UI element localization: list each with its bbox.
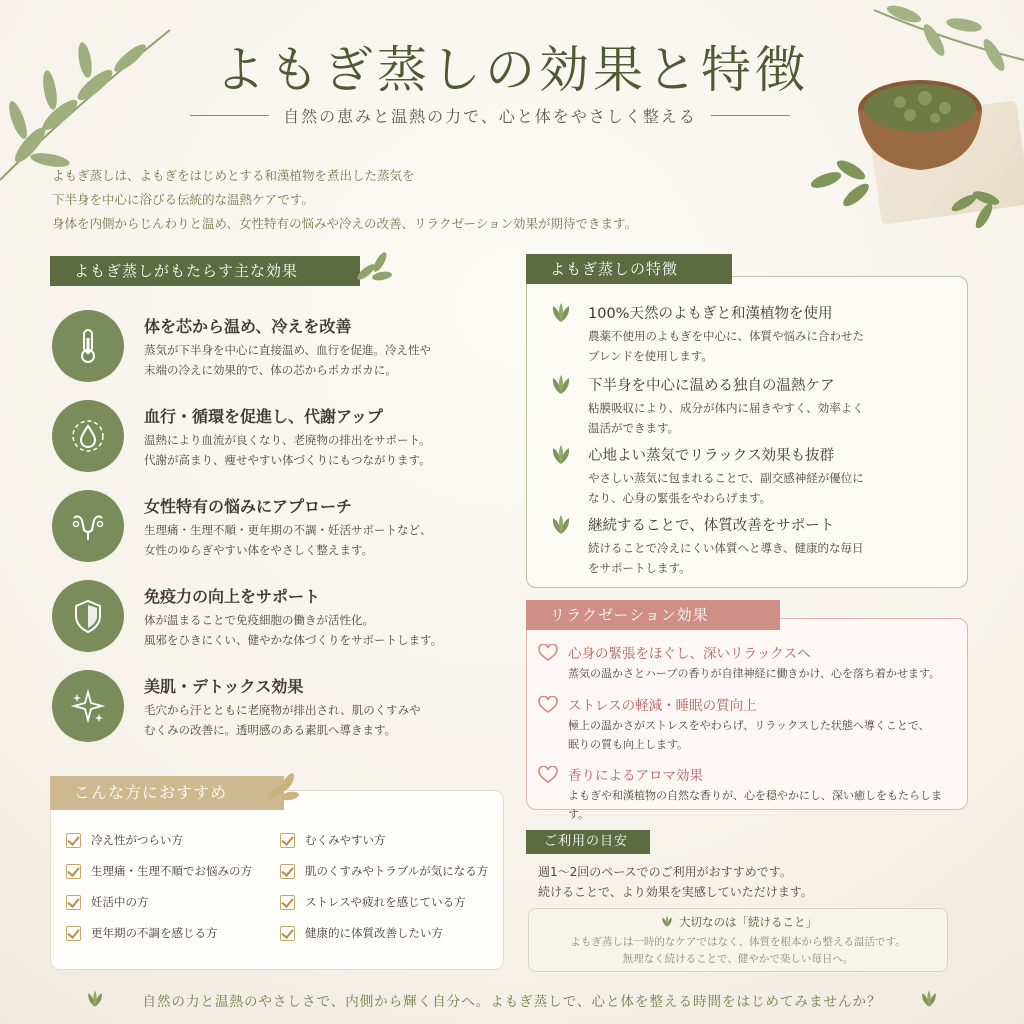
tip-line: 無理なく続けることで、健やかで楽しい毎日へ。 [622,953,854,965]
usage-heading [526,830,650,854]
effect-title: 血行・循環を促進し、代謝アップ [144,407,383,426]
recommend-label: 生理痛・生理不順でお悩みの方 [91,864,252,878]
effect-item [52,310,492,390]
page-title: よもぎ蒸しの効果と特徴 [215,41,809,99]
effect-title: 免疫力の向上をサポート [144,587,321,606]
desc-line: ブレンドを使用します。 [588,349,713,363]
desc-line: をサポートします。 [588,561,691,575]
effect-icon-circle [52,670,124,742]
features-heading-label: よもぎ蒸しの特徴 [550,260,679,278]
check-icon [280,926,295,941]
leaf-icon [548,302,574,324]
recommend-label: 妊活中の方 [91,895,149,909]
desc-line: なり、心身の緊張をやわらげます。 [588,491,772,505]
check-icon [280,833,295,848]
intro-text [52,164,812,236]
feature-desc [588,538,928,578]
desc-line: 温熱により血流が良くなり、老廃物の排出をサポート。 [144,433,431,447]
desc-line: 毛穴から汗とともに老廃物が排出され、肌のくすみや [144,703,421,717]
check-icon [280,895,295,910]
effect-icon-circle [52,400,124,472]
water-drop-icon [68,416,108,456]
effects-heading [50,256,360,286]
desc-line: 女性のゆらぎやすい体をやさしく整えます。 [144,543,374,557]
recommend-label: 冷え性がつらい方 [91,833,183,847]
effect-desc [144,430,504,470]
intro-line: 身体を内側からじんわりと温め、女性特有の悩みや冷えの改善、リラクゼーション効果が期待できます。 [52,216,638,231]
check-icon [66,926,81,941]
effect-item [52,400,492,480]
relax-desc [568,716,963,754]
feature-desc [588,326,928,366]
recommend-item [66,894,149,910]
divider [190,115,269,116]
feature-title: 100%天然のよもぎと和漢植物を使用 [588,306,833,322]
relax-desc [568,786,963,824]
relax-title: ストレスの軽減・睡眠の質向上 [568,698,757,714]
desc-line: 粘膜吸収により、成分が体内に届きやすく、効率よく [588,401,864,415]
relax-heading-label: リラクゼーション効果 [550,606,709,624]
desc-line: 蒸気の温かさとハーブの香りが自律神経に働きかけ、心を落ち着かせます。 [568,667,941,680]
heart-icon [538,766,558,784]
footer-message: 自然の力と温熱のやさしさで、内側から輝く自分へ。よもぎ蒸しで、心と体を整える時間をはじめてみませんか？ [142,994,882,1010]
leaf-sprig-icon [806,150,886,210]
heart-icon [538,644,558,662]
divider [711,115,790,116]
tip-title [528,914,948,930]
effect-item [52,670,492,750]
leaf-icon [659,915,675,928]
check-icon [66,895,81,910]
usage-line: 週1〜2回のペースでのご利用がおすすめです。 [538,865,792,879]
intro-line: 下半身を中心に浴びる伝統的な温熱ケアです。 [52,192,314,207]
desc-line: 農薬不使用のよもぎを中心に、体質や悩みに合わせた [588,329,864,343]
desc-line: 体が温まることで免疫細胞の働きが活性化。 [144,613,374,627]
intro-line: よもぎ蒸しは、よもぎをはじめとする和漢植物を煮出した蒸気を [52,168,415,183]
tip-body [528,934,948,968]
leaf-icon [918,988,940,1010]
leaf-sprig-icon [262,770,302,806]
recommend-label: 健康的に体質改善したい方 [305,926,443,940]
effect-desc [144,610,504,650]
recommend-item [280,832,386,848]
effects-heading-label: よもぎ蒸しがもたらす主な効果 [74,262,299,280]
recommend-item [280,894,466,910]
usage-heading-label: ご利用の目安 [544,834,629,849]
desc-line: 風邪をひきにくい、健やかな体づくりをサポートします。 [144,633,443,647]
desc-line: よもぎや和漢植物の自然な香りが、心を穏やかにし、深い癒しをもたらします。 [568,789,942,821]
tip-title-label: 大切なのは「続けること」 [679,915,817,929]
recommend-label: 更年期の不調を感じる方 [91,926,218,940]
leaf-icon [548,514,574,536]
uterus-icon [68,506,108,546]
effect-item [52,490,492,570]
feature-title: 下半身を中心に温める独自の温熱ケア [588,378,835,394]
desc-line: 眠りの質も向上します。 [568,738,689,751]
feature-title: 心地よい蒸気でリラックス効果も抜群 [588,448,835,464]
recommend-item [66,925,218,941]
recommend-item [66,863,252,879]
desc-line: やさしい蒸気に包まれることで、副交感神経が優位に [588,471,864,485]
effect-desc [144,700,504,740]
effect-desc [144,340,504,380]
desc-line: 極上の温かさがストレスをやわらげ、リラックスした状態へ導くことで、 [568,719,930,732]
thermometer-icon [68,326,108,366]
recommend-heading-label: こんな方におすすめ [74,783,228,802]
check-icon [66,833,81,848]
subtitle-row [190,104,790,127]
feature-desc [588,468,928,508]
effect-icon-circle [52,580,124,652]
heart-icon [538,696,558,714]
effect-title: 美肌・デトックス効果 [144,677,304,696]
effect-title: 体を芯から温め、冷えを改善 [144,317,352,336]
usage-text [538,862,813,902]
recommend-heading [50,776,284,810]
recommend-item [66,832,183,848]
recommend-item [280,925,443,941]
effect-icon-circle [52,490,124,562]
check-icon [280,864,295,879]
leaf-sprig-icon [944,178,1014,228]
leaf-icon [548,374,574,396]
recommend-label: むくみやすい方 [305,833,386,847]
leaf-sprig-icon [352,250,396,286]
sparkle-icon [68,686,108,726]
desc-line: 蒸気が下半身を中心に直接温め、血行を促進。冷え性や [144,343,432,357]
effect-icon-circle [52,310,124,382]
desc-line: 温活ができます。 [588,421,680,435]
recommend-label: 肌のくすみやトラブルが気になる方 [305,864,489,878]
recommend-item [280,863,488,879]
usage-line: 続けることで、より効果を実感していただけます。 [538,885,813,899]
desc-line: 代謝が高まり、痩せやすい体づくりにもつながります。 [144,453,431,467]
relax-desc [568,664,963,683]
effect-item [52,580,492,660]
page-subtitle: 自然の恵みと温熱の力で、心と体をやさしく整える [283,107,697,126]
recommend-box [50,790,504,970]
shield-icon [68,596,108,636]
leaf-icon [548,444,574,466]
check-icon [66,864,81,879]
tip-line: よもぎ蒸しは一時的なケアではなく、体質を根本から整える温活です。 [570,936,906,948]
desc-line: 生理痛・生理不順・更年期の不調・妊活サポートなど、 [144,523,432,537]
relax-title: 心身の緊張をほぐし、深いリラックスへ [568,646,811,662]
relax-title: 香りによるアロマ効果 [568,768,703,784]
relax-heading [526,600,780,630]
effect-desc [144,520,504,560]
effect-title: 女性特有の悩みにアプローチ [144,497,353,516]
desc-line: むくみの改善に。透明感のある素肌へ導きます。 [144,723,397,737]
recommend-label: ストレスや疲れを感じている方 [305,895,466,909]
feature-desc [588,398,928,438]
feature-title: 継続することで、体質改善をサポート [588,518,835,534]
features-heading [526,254,732,284]
desc-line: 続けることで冷えにくい体質へと導き、健康的な毎日 [588,541,864,555]
desc-line: 末端の冷えに効果的で、体の芯からポカポカに。 [144,363,397,377]
